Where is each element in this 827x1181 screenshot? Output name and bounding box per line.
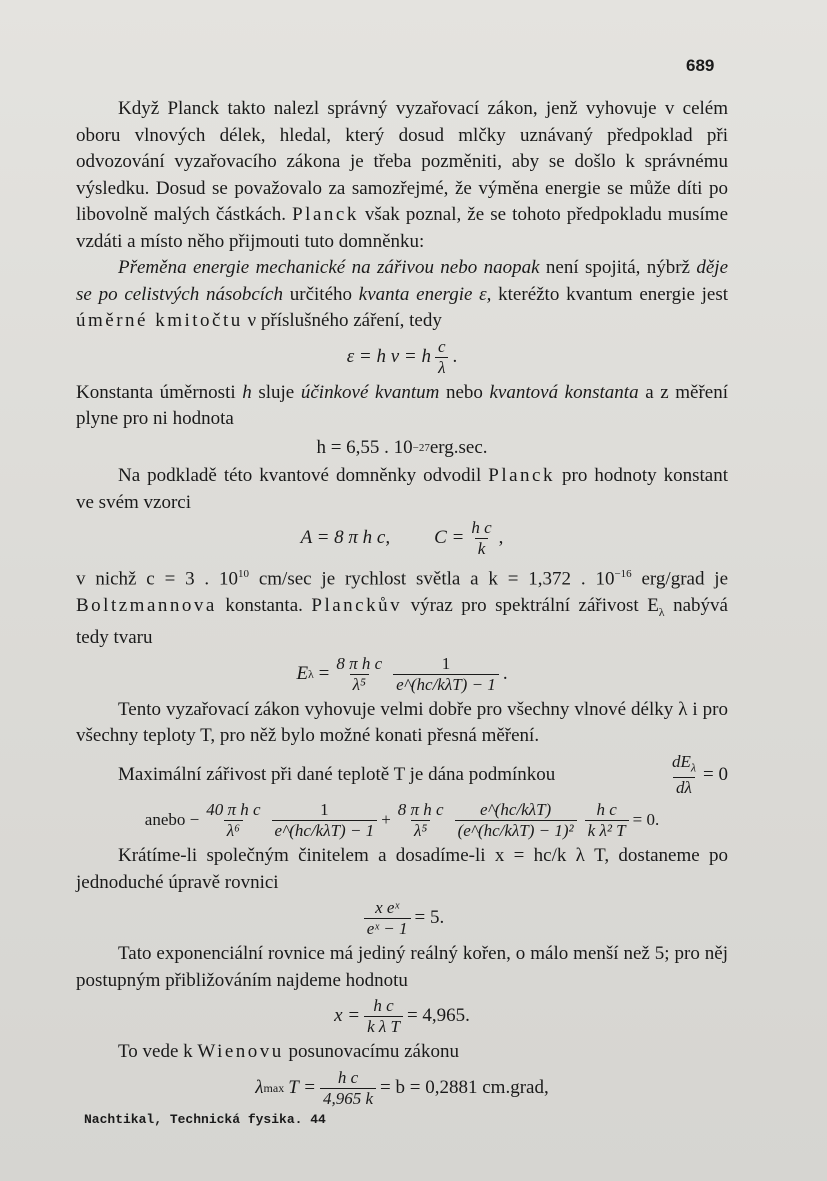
hyp-e: kvanta energie ε, xyxy=(358,283,492,305)
para9-a: To vede k xyxy=(118,1041,193,1063)
paragraph-light-speed xyxy=(76,561,728,652)
eq8-num: h c xyxy=(373,996,394,1016)
eq3-c-lhs: C = xyxy=(434,527,465,549)
eq4-num1: 8 π h c xyxy=(336,653,383,673)
paragraph-hypothesis xyxy=(76,255,728,335)
const-a: Konstanta úměrnosti xyxy=(76,381,236,403)
page-body xyxy=(76,96,728,1111)
para3-b: pro hodnoty konstant ve svém vzorci xyxy=(76,465,729,513)
eq6-t4-den: (e^(hc/kλT) − 1)² xyxy=(455,820,577,841)
eq9-den: 4,965 k xyxy=(320,1088,376,1109)
eq6-end: = 0. xyxy=(632,810,660,830)
eq9-num: h c xyxy=(337,1067,359,1087)
eq6-t2-den: e^(hc/kλT) − 1 xyxy=(272,820,378,841)
eq2-value: h = 6,55 . 10 xyxy=(316,436,413,458)
eq5-num xyxy=(669,752,699,777)
paragraph-constants-formula xyxy=(76,463,728,516)
eq9-sub: max xyxy=(263,1080,285,1095)
paragraph-wien xyxy=(76,1039,728,1066)
eq7-fraction xyxy=(364,898,411,939)
eq6-frac-5 xyxy=(585,800,629,841)
eq5-sub: λ xyxy=(690,760,697,775)
eq6-frac-4 xyxy=(455,800,577,841)
const-f: a z měření plyne pro ni hodnota xyxy=(76,381,729,429)
const-b: sluje xyxy=(258,381,295,403)
eq1-lhs: ε = h ν = h xyxy=(346,345,431,367)
eq9-lhs2: T = xyxy=(288,1076,316,1098)
eq5-den: dλ xyxy=(673,777,695,798)
para4-e: výraz pro spektrální zářivost E xyxy=(410,594,659,616)
eq6-t2-num: 1 xyxy=(320,800,329,820)
eq6-frac-2 xyxy=(272,800,378,841)
eq6-t1-den: λ⁶ xyxy=(224,820,243,841)
eq7-den: eˣ − 1 xyxy=(364,918,411,939)
para4-boltzmann: Boltzmannova xyxy=(76,594,217,616)
eq6-t1-num: 40 π h c xyxy=(206,800,261,820)
para1-text: Když Planck takto nalezl správný vyzařovací zákon, jenž vyhovuje v celém oboru vlnových délek, hledal, který dosud mlčky uznávaný předpoklad při odvozování vyzařovacího zákona je třeba pozměniti, aby se došlo k správnému výsledku. Dosud se považovalo za samozřejmé, že výměna energie se může díti po libovolně malých částkách. xyxy=(76,98,728,225)
hyp-c: děje se po celistvých násobcích xyxy=(76,257,729,305)
para4-planckuv: Planckův xyxy=(311,594,403,616)
para3-a: Na podkladě této kvantové domněnky odvodil xyxy=(118,465,482,486)
paragraph-constant xyxy=(76,380,728,433)
page-number: 689 xyxy=(686,56,715,75)
eq6-t3-num: 8 π h c xyxy=(397,800,444,820)
eq3-num: h c xyxy=(471,518,492,537)
eq4-fraction-1 xyxy=(333,654,385,695)
eq3-end: , xyxy=(498,527,504,549)
para4-d: konstanta. xyxy=(225,594,303,616)
eq4-den2: e^(hc/kλT) − 1 xyxy=(393,674,499,695)
eq4-fraction-2 xyxy=(393,654,499,695)
equation-planck-law: E λ = $\frac{\text{8 π h c}}{\text{λ⁵}}$ $\frac{1}{\text{e\textasciicircum{}(hc/kλT) − 1}}$ . xyxy=(296,653,508,694)
hyp-d: určitého xyxy=(289,283,353,305)
paragraph-substitution: Krátíme-li společným činitelem a dosadíme-li x = hc/k λ T, dostaneme po jednoduché úpravě rovnici xyxy=(76,845,728,893)
eq3-fraction xyxy=(468,518,494,559)
eq5-fraction xyxy=(669,752,699,798)
eq6-frac-1 xyxy=(203,800,263,841)
hyp-b: není spojitá, nýbrž xyxy=(545,257,690,278)
eq6-plus: + xyxy=(381,810,391,830)
hyp-f: kteréžto kvantum energie jest xyxy=(498,283,729,305)
eq1-den: λ xyxy=(435,357,448,378)
para1-end: však poznal, že se tohoto předpokladu musíme vzdáti a místo něho přijmouti tuto domněnku: xyxy=(76,204,729,252)
equation-constants xyxy=(76,518,728,559)
para4-c: erg/grad je xyxy=(631,568,728,590)
eq4-lhs: E xyxy=(296,662,309,684)
eq8-den: k λ T xyxy=(364,1016,403,1037)
eq4-sub: λ xyxy=(308,666,314,681)
paragraph-validity: Tento vyzařovací zákon vyhovuje velmi dobře pro všechny vlnové délky λ i pro všechny teploty T, pro něž bylo možné konati přesná měření. xyxy=(76,698,728,747)
const-c: účinkové kvantum xyxy=(300,381,440,403)
hyp-a: Přeměna energie mechanické na zářivou nebo naopak xyxy=(118,257,540,278)
eq9-end: = b = 0,2881 cm.grad, xyxy=(380,1076,549,1098)
const-d: nebo xyxy=(445,381,483,403)
equation-root-value xyxy=(76,996,728,1037)
para6-text: Maximální zářivost při dané teplotě T je dána podmínkou xyxy=(118,763,556,785)
eq9-fraction xyxy=(320,1068,376,1109)
const-h: h xyxy=(242,381,252,403)
para9-b: posunovacímu zákonu xyxy=(288,1041,459,1063)
eq2-exponent: −27 xyxy=(412,441,430,454)
hyp-h: ν příslušného záření, tedy xyxy=(247,310,442,331)
para4-exp2: −16 xyxy=(614,568,632,580)
para4-f: nabývá tedy tvaru xyxy=(76,594,728,649)
eq7-num: x eˣ xyxy=(375,898,400,918)
eq6-t5-num: h c xyxy=(596,800,617,820)
para3-planck: Planck xyxy=(488,465,555,486)
eq7-end: = 5. xyxy=(414,907,445,929)
eq6-t3-den: λ⁵ xyxy=(411,820,430,841)
para4-b: cm/sec je rychlost světla a k = 1,372 . 10 xyxy=(249,568,615,590)
equation-energy-quantum xyxy=(76,337,728,378)
eq6-frac-3 xyxy=(395,800,447,841)
equation-planck-constant xyxy=(76,435,728,462)
equation-transcendental xyxy=(76,898,728,939)
eq2-unit: erg.sec. xyxy=(429,436,488,458)
equation-max-condition xyxy=(76,752,728,798)
para4-a: v nichž c = 3 . 10 xyxy=(76,568,239,590)
eq3-den: k xyxy=(475,538,489,559)
eq5-num-text: dE xyxy=(671,751,691,771)
eq9-lhs: λ xyxy=(255,1076,264,1098)
eq8-lhs: x = xyxy=(334,1005,361,1027)
eq6-label: anebo xyxy=(144,810,186,830)
eq8-end: = 4,965. xyxy=(406,1005,470,1027)
eq5-end: = 0 xyxy=(703,763,728,785)
eq1-num: c xyxy=(438,336,446,356)
paragraph-planck-intro xyxy=(76,96,728,255)
eq6-t4-num: e^(hc/kλT) xyxy=(480,800,552,820)
equation-derivative: anebo − $\frac{\text{40 π h c}}{\text{λ⁶}}$ $\frac{1}{\text{e\textasciicircum{}(hc/kλT) − 1}}$ + $\frac{\text{8 π h c}}{\text{λ⁵}}$ $\frac{\text{e\textasciicircum{}(hc/kλT)}}{\text{(e\textasciicircum{}(hc/kλT) − 1)²}}$ $\frac{\text{h c}}{\text{k λ² T}}$ = 0. xyxy=(144,800,660,841)
paragraph-root: Tato exponenciální rovnice má jediný reálný kořen, o málo menší než 5; pro něj postupným přibližováním najdeme hodnotu xyxy=(76,943,728,991)
const-e: kvantová konstanta xyxy=(489,381,639,403)
para4-exp1: 10 xyxy=(238,568,250,580)
eq3-a: A = 8 π h c, xyxy=(300,527,391,549)
eq4-num2: 1 xyxy=(441,653,451,673)
para4-sub: λ xyxy=(658,604,665,619)
eq8-fraction xyxy=(364,996,403,1037)
eq1-end: . xyxy=(452,345,458,367)
para9-wien: Wienovu xyxy=(197,1041,284,1063)
footer-signature: Nachtikal, Technická fysika. 44 xyxy=(84,1112,326,1127)
planck-name: Planck xyxy=(292,204,359,225)
eq6-t5-den: k λ² T xyxy=(585,820,629,841)
eq4-den1: λ⁵ xyxy=(350,674,369,695)
equation-wien-law xyxy=(76,1068,728,1109)
hyp-g: úměrné kmitočtu xyxy=(76,310,243,331)
eq1-fraction xyxy=(435,337,449,378)
